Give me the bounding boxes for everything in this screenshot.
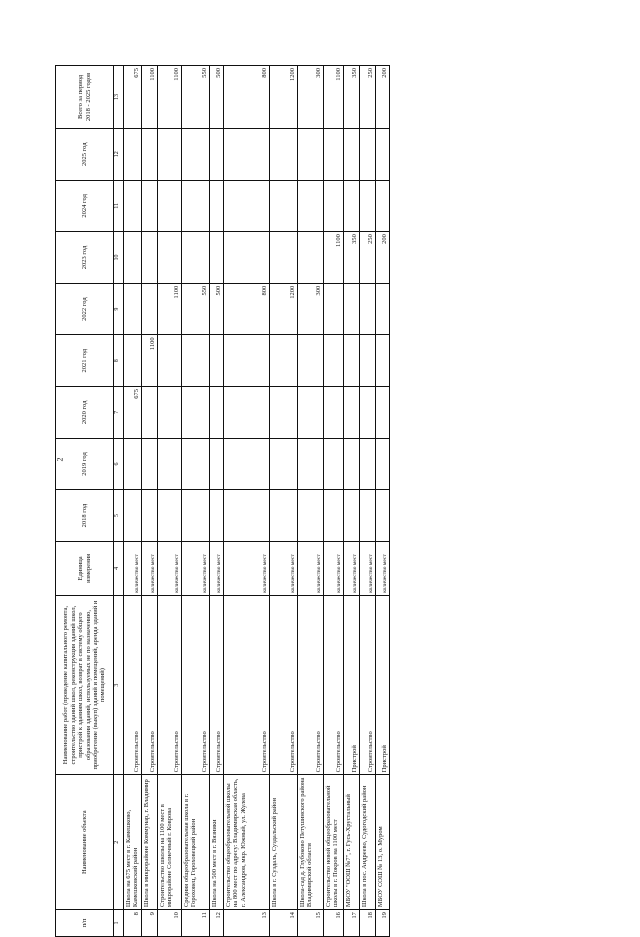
year-value [324, 335, 344, 387]
year-value [142, 180, 158, 232]
total-value: 500 [210, 66, 224, 129]
total-value: 200 [376, 66, 390, 129]
year-value [376, 387, 390, 439]
table-row [376, 66, 390, 937]
year-value [270, 438, 298, 490]
year-value [360, 283, 376, 335]
year-value [344, 490, 360, 542]
work-type: Строительство [324, 595, 344, 775]
year-value [224, 128, 270, 180]
unit: количество мест [324, 541, 344, 595]
year-value [210, 438, 224, 490]
year-value [376, 180, 390, 232]
table-row [210, 66, 224, 937]
row-number: 18 [360, 910, 376, 937]
year-value [224, 335, 270, 387]
work-type: Строительство [158, 595, 182, 775]
year-value [324, 283, 344, 335]
year-value [158, 438, 182, 490]
total-value: 1100 [324, 66, 344, 129]
year-value [142, 387, 158, 439]
row-number: 10 [158, 910, 182, 937]
unit: количество мест [298, 541, 324, 595]
row-number: 13 [224, 910, 270, 937]
work-type: Пристрой [376, 595, 390, 775]
year-value: 800 [224, 283, 270, 335]
year-value [210, 128, 224, 180]
year-value [142, 128, 158, 180]
year-value [324, 438, 344, 490]
year-value [210, 490, 224, 542]
school-construction-table [55, 65, 390, 937]
year-value [376, 335, 390, 387]
row-number: 17 [344, 910, 360, 937]
column-number: 9 [114, 283, 124, 335]
column-number: 2 [114, 775, 124, 910]
year-value [210, 180, 224, 232]
work-type: Строительство [360, 595, 376, 775]
year-value [142, 232, 158, 284]
unit: количество мест [270, 541, 298, 595]
year-value: 1100 [324, 232, 344, 284]
year-value: 550 [182, 283, 210, 335]
year-value [182, 128, 210, 180]
year-value [298, 180, 324, 232]
year-value [182, 335, 210, 387]
work-type: Строительство [182, 595, 210, 775]
unit: количество мест [210, 541, 224, 595]
year-value [124, 180, 142, 232]
object-name: Строительство школы на 1100 мест в микрорайоне Солнечный г. Коврова [158, 775, 182, 910]
column-number: 6 [114, 438, 124, 490]
year-value [360, 387, 376, 439]
year-value [376, 438, 390, 490]
header-cell-2020: 2020 год [56, 387, 114, 439]
year-value [344, 180, 360, 232]
year-value [324, 128, 344, 180]
year-value [344, 335, 360, 387]
year-value: 250 [360, 232, 376, 284]
year-value [270, 335, 298, 387]
object-name: Школа на 675 мест в г. Камешково, Камешковский район [124, 775, 142, 910]
year-value [224, 438, 270, 490]
total-value: 1200 [270, 66, 298, 129]
work-type: Строительство [210, 595, 224, 775]
header-cell-total: Всего за период 2018 - 2025 годов [56, 66, 114, 129]
column-number: 13 [114, 66, 124, 129]
row-number: 9 [142, 910, 158, 937]
column-number-row [114, 66, 124, 937]
header-cell-2022: 2022 год [56, 283, 114, 335]
table-row [360, 66, 376, 937]
year-value [224, 232, 270, 284]
year-value: 350 [344, 232, 360, 284]
header-cell-2024: 2024 год [56, 180, 114, 232]
unit: количество мест [376, 541, 390, 595]
header-cell-2023: 2023 год [56, 232, 114, 284]
work-type: Строительство [142, 595, 158, 775]
year-value [270, 180, 298, 232]
total-value: 350 [344, 66, 360, 129]
unit: количество мест [182, 541, 210, 595]
year-value [182, 232, 210, 284]
row-number: 11 [182, 910, 210, 937]
unit: количество мест [360, 541, 376, 595]
total-value: 1100 [158, 66, 182, 129]
total-value: 675 [124, 66, 142, 129]
work-type: Пристрой [344, 595, 360, 775]
year-value [210, 232, 224, 284]
year-value [344, 438, 360, 490]
year-value [142, 490, 158, 542]
object-name: МБОУ СОШ № 13, о. Муром [376, 775, 390, 910]
object-name: МБОУ "ООШ №7", г. Гусь-Хрустальный [344, 775, 360, 910]
year-value [124, 490, 142, 542]
column-number: 5 [114, 490, 124, 542]
unit: количество мест [124, 541, 142, 595]
work-type: Строительство [224, 595, 270, 775]
year-value [124, 128, 142, 180]
column-number: 10 [114, 232, 124, 284]
year-value [360, 335, 376, 387]
header-row [56, 66, 114, 937]
header-cell-2018: 2018 год [56, 490, 114, 542]
year-value: 675 [124, 387, 142, 439]
year-value [324, 490, 344, 542]
page-number: 2 [55, 457, 65, 462]
document-table-wrapper [55, 65, 569, 937]
year-value [124, 283, 142, 335]
object-name: Школа в г. Суздаль, Суздальский район [270, 775, 298, 910]
total-value: 1100 [142, 66, 158, 129]
table-row [182, 66, 210, 937]
unit: количество мест [158, 541, 182, 595]
year-value [344, 283, 360, 335]
year-value [182, 438, 210, 490]
unit: количество мест [224, 541, 270, 595]
year-value [224, 180, 270, 232]
work-type: Строительство [270, 595, 298, 775]
table-body [124, 66, 390, 937]
year-value [360, 128, 376, 180]
year-value [324, 180, 344, 232]
year-value [360, 438, 376, 490]
year-value [158, 180, 182, 232]
work-type: Строительство [124, 595, 142, 775]
object-name: Строительство новой общеобразовательной школы в г. Покров на 1100 мест [324, 775, 344, 910]
object-name: Школа в микрорайоне Коммунар, г. Владимир [142, 775, 158, 910]
year-value: 1200 [270, 283, 298, 335]
row-number: 14 [270, 910, 298, 937]
header-cell-2019: 2019 год [56, 438, 114, 490]
column-number: 1 [114, 910, 124, 937]
year-value [376, 283, 390, 335]
year-value [124, 438, 142, 490]
row-number: 16 [324, 910, 344, 937]
year-value [344, 128, 360, 180]
year-value [298, 232, 324, 284]
year-value [210, 387, 224, 439]
table-row [142, 66, 158, 937]
table-row [224, 66, 270, 937]
header-cell-num: п/п [56, 910, 114, 937]
work-type: Строительство [298, 595, 324, 775]
year-value [210, 335, 224, 387]
year-value [298, 490, 324, 542]
year-value: 200 [376, 232, 390, 284]
header-cell-2021: 2021 год [56, 335, 114, 387]
total-value: 300 [298, 66, 324, 129]
year-value [270, 232, 298, 284]
table-row [158, 66, 182, 937]
header-cell-work: Наименование работ (проведение капитального ремонта, строительство зданий школ, реконструкция зданий школ, пристрой к зданиям школ, возврат в систему общего образования зданий, используемых не по назначению, приобретение (выкуп) зданий и помещений, аренда зданий и помещений) [56, 595, 114, 775]
table-row [344, 66, 360, 937]
row-number: 12 [210, 910, 224, 937]
total-value: 250 [360, 66, 376, 129]
table-row [298, 66, 324, 937]
year-value [376, 128, 390, 180]
year-value [182, 387, 210, 439]
year-value [158, 490, 182, 542]
year-value [376, 490, 390, 542]
year-value [344, 387, 360, 439]
year-value [298, 335, 324, 387]
year-value [158, 232, 182, 284]
object-name: Средняя общеобразовательная школа в г. Гороховец, Гороховецкий район [182, 775, 210, 910]
year-value [124, 335, 142, 387]
table-row [270, 66, 298, 937]
year-value [324, 387, 344, 439]
year-value: 500 [210, 283, 224, 335]
year-value: 1100 [142, 335, 158, 387]
year-value [142, 438, 158, 490]
year-value [142, 283, 158, 335]
object-name: Школа на 500 мест в г. Вязники [210, 775, 224, 910]
row-number: 19 [376, 910, 390, 937]
year-value [158, 387, 182, 439]
header-cell-2025: 2025 год [56, 128, 114, 180]
column-number: 3 [114, 595, 124, 775]
year-value: 1100 [158, 283, 182, 335]
object-name: Школа в пос. Андреево, Судогодский район [360, 775, 376, 910]
year-value [360, 490, 376, 542]
year-value [298, 387, 324, 439]
year-value [270, 128, 298, 180]
header-cell-unit: Единица измерения [56, 541, 114, 595]
column-number: 8 [114, 335, 124, 387]
column-number: 4 [114, 541, 124, 595]
table-row [324, 66, 344, 937]
column-number: 7 [114, 387, 124, 439]
year-value: 300 [298, 283, 324, 335]
unit: количество мест [142, 541, 158, 595]
year-value [158, 335, 182, 387]
total-value: 800 [224, 66, 270, 129]
year-value [298, 128, 324, 180]
total-value: 550 [182, 66, 210, 129]
row-number: 8 [124, 910, 142, 937]
object-name: Строительство общеобразовательной школы на 800 мест по адресу: Владимирская область, г. Александров, мкр. Южный, ул. Жулева [224, 775, 270, 910]
unit: количество мест [344, 541, 360, 595]
year-value [182, 490, 210, 542]
header-cell-name: Наименование объекта [56, 775, 114, 910]
table-row [124, 66, 142, 937]
column-number: 11 [114, 180, 124, 232]
year-value [224, 387, 270, 439]
year-value [360, 180, 376, 232]
year-value [270, 490, 298, 542]
year-value [158, 128, 182, 180]
year-value [124, 232, 142, 284]
object-name: Школа-сад д. Глубоково Петушинского района Владимирской области [298, 775, 324, 910]
year-value [298, 438, 324, 490]
year-value [270, 387, 298, 439]
year-value [224, 490, 270, 542]
row-number: 15 [298, 910, 324, 937]
column-number: 12 [114, 128, 124, 180]
year-value [182, 180, 210, 232]
